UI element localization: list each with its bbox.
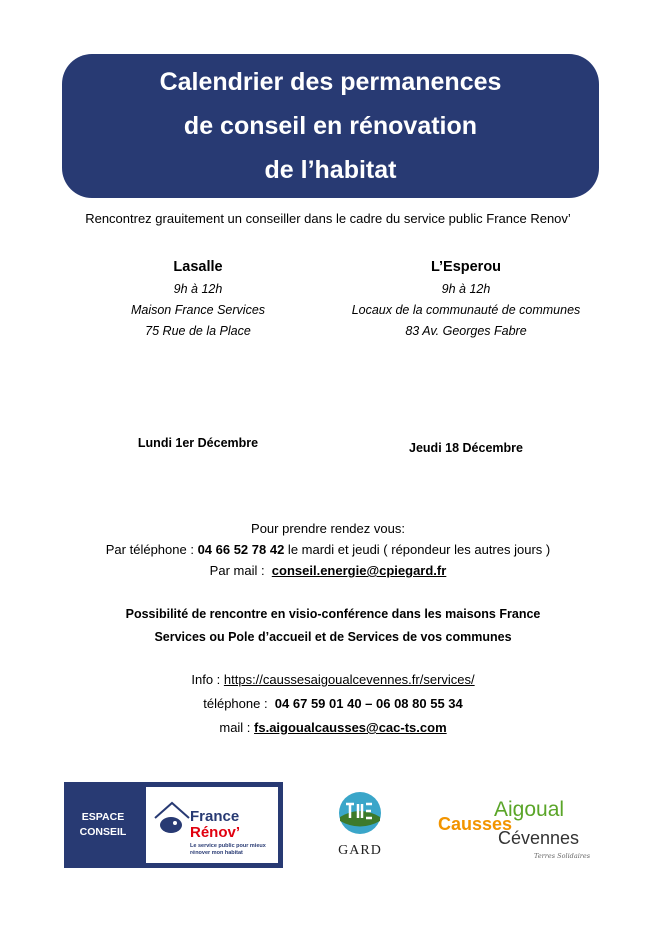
address: 83 Av. Georges Fabre bbox=[405, 324, 527, 338]
page-title bbox=[62, 54, 599, 192]
title-banner bbox=[62, 54, 599, 198]
rdv-phone-number: 04 66 52 78 42 bbox=[197, 542, 285, 557]
france-renov-tagline bbox=[190, 843, 266, 857]
place: Maison France Services bbox=[130, 303, 266, 317]
terres-solidaires-tagline: Terres Solidaires bbox=[534, 852, 591, 860]
espace-conseil-logo bbox=[64, 782, 283, 868]
info-url-line bbox=[0, 668, 656, 692]
place: Locaux de la communauté de communes bbox=[351, 303, 581, 317]
info-phone-prefix: téléphone : bbox=[203, 696, 275, 711]
visio-notice bbox=[0, 603, 656, 649]
title-line-2: de conseil en rénovation bbox=[183, 112, 478, 140]
location-lasalle bbox=[98, 259, 298, 342]
date-esperou: Jeudi 18 Décembre bbox=[409, 441, 523, 455]
cpie-gard-text: GARD bbox=[338, 843, 382, 858]
espace-conseil-text bbox=[64, 810, 142, 840]
rdv-mail-link[interactable]: conseil.energie@cpiegard.fr bbox=[271, 563, 447, 578]
rdv-mail-prefix: Par mail : bbox=[209, 563, 272, 578]
info-mail-prefix: mail : bbox=[219, 720, 255, 735]
france-renov-name bbox=[190, 809, 240, 841]
visio-line-2: Services ou Pole d’accueil et de Services de vos communes bbox=[154, 630, 512, 644]
rdv-phone-prefix: Par téléphone : bbox=[105, 542, 198, 557]
conseil-label: CONSEIL bbox=[79, 826, 127, 838]
date-lasalle: Lundi 1er Décembre bbox=[137, 436, 259, 450]
info-mail-link[interactable]: fs.aigoualcausses@cac-ts.com bbox=[254, 720, 447, 735]
info-mail-line bbox=[0, 716, 656, 740]
causses-word: Causses bbox=[438, 814, 513, 834]
info-phone-line bbox=[0, 692, 656, 716]
tagline-line-1: Le service public pour mieux bbox=[190, 843, 266, 849]
info-section bbox=[0, 668, 656, 740]
house-icon bbox=[152, 799, 192, 837]
location-esperou bbox=[336, 259, 596, 342]
info-url-link[interactable]: https://caussesaigoualcevennes.fr/services/ bbox=[223, 672, 475, 687]
hours: 9h à 12h bbox=[441, 282, 491, 296]
cpie-gard-logo bbox=[330, 790, 390, 859]
rdv-heading: Pour prendre rendez vous: bbox=[251, 521, 405, 536]
rdv-phone-suffix: le mardi et jeudi ( répondeur les autres jours ) bbox=[284, 542, 551, 557]
tagline-line-2: rénover mon habitat bbox=[190, 850, 243, 856]
aigoual-word: Aigoual bbox=[494, 798, 565, 821]
renov-word: Rénov’ bbox=[190, 824, 241, 841]
cevennes-word: Cévennes bbox=[498, 828, 580, 848]
hours: 9h à 12h bbox=[173, 282, 223, 296]
info-prefix: Info : bbox=[191, 672, 224, 687]
logo-strip bbox=[0, 782, 656, 872]
rdv-mail-line bbox=[0, 560, 656, 581]
visio-line-1: Possibilité de rencontre en visio-conférence dans les maisons France bbox=[125, 607, 541, 621]
subtitle: Rencontrez grauitement un conseiller dans le cadre du service public France Renov’ bbox=[85, 211, 571, 226]
cpie-emblem-icon bbox=[336, 790, 384, 836]
city-name: L’Esperou bbox=[430, 259, 502, 275]
france-word: France bbox=[190, 808, 240, 825]
title-line-3: de l’habitat bbox=[264, 156, 397, 184]
city-name: Lasalle bbox=[173, 259, 223, 275]
espace-label: ESPACE bbox=[81, 811, 125, 823]
info-phone-numbers: 04 67 59 01 40 – 06 08 80 55 34 bbox=[274, 696, 463, 711]
rdv-section bbox=[0, 518, 656, 581]
address: 75 Rue de la Place bbox=[145, 324, 251, 338]
title-line-1: Calendrier des permanences bbox=[159, 68, 502, 96]
rdv-phone-line bbox=[0, 539, 656, 560]
france-renov-logo bbox=[146, 787, 278, 863]
causses-aigoual-cevennes-logo bbox=[436, 782, 606, 870]
